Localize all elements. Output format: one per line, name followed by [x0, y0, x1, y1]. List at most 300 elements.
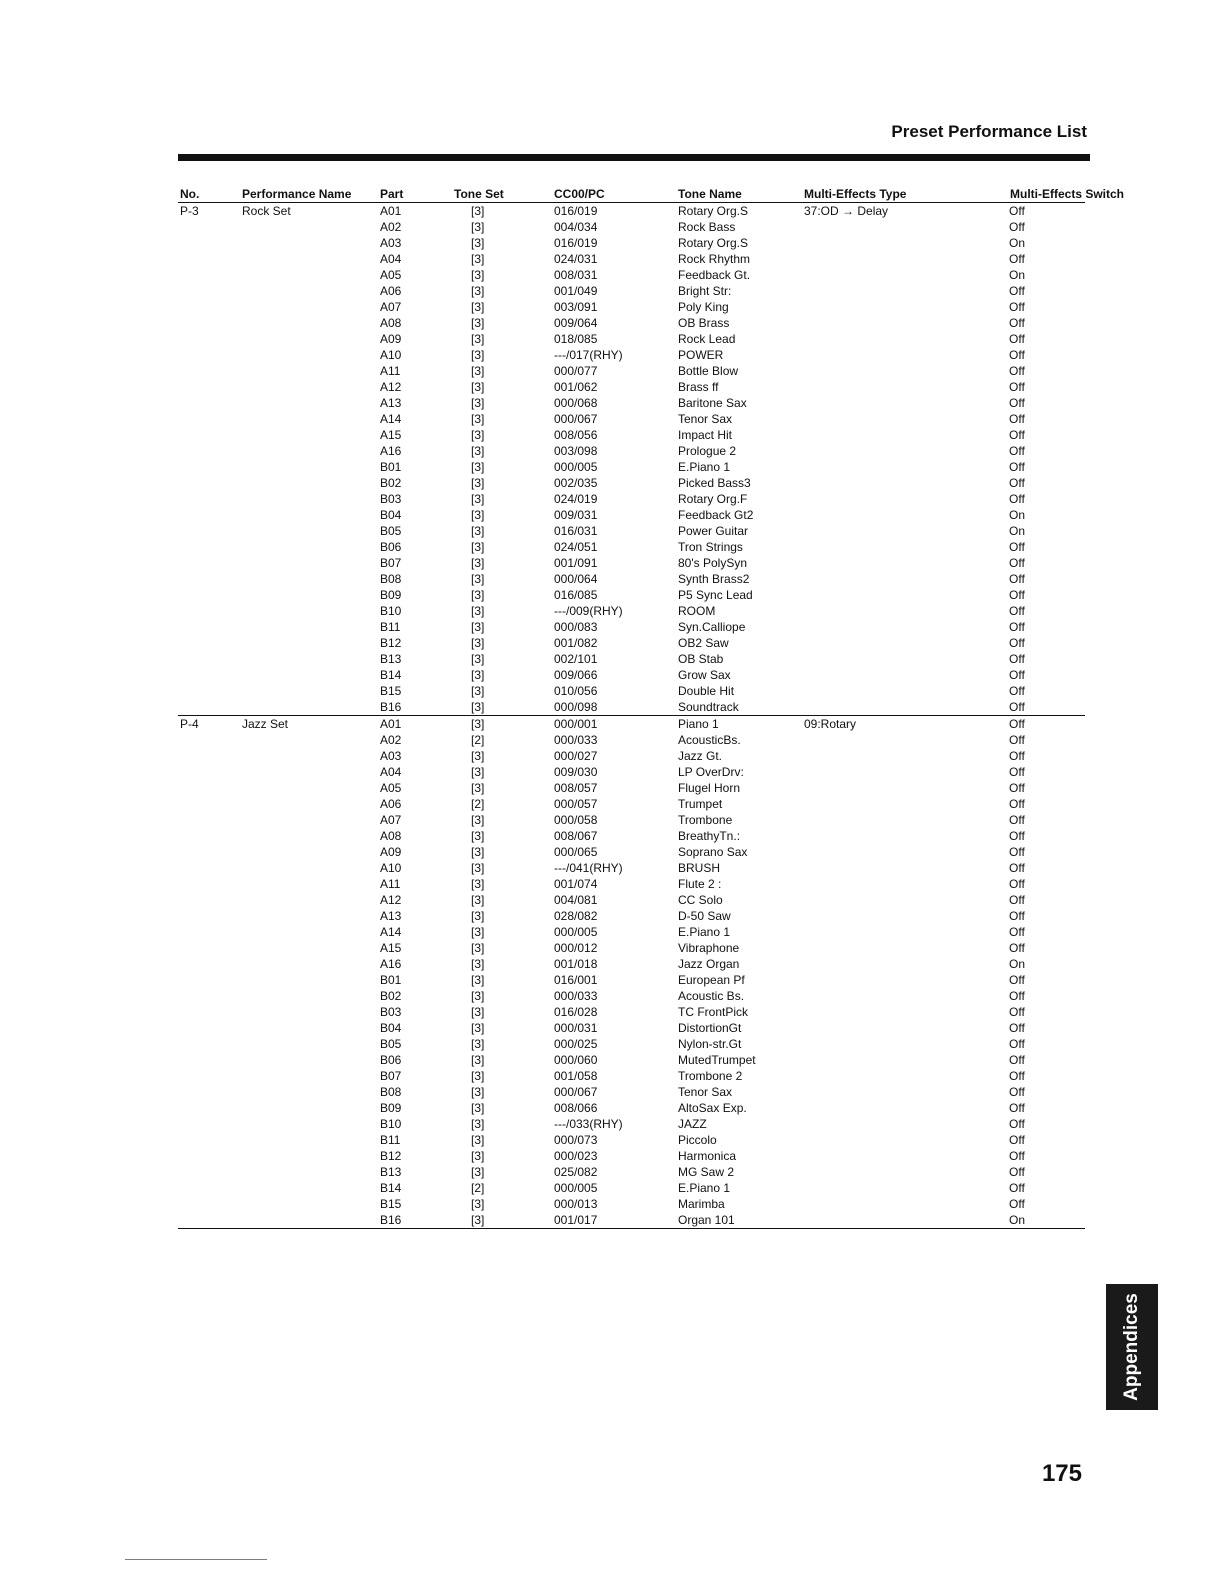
cell-multi-effects-switch: Off	[1009, 893, 1025, 907]
cell-multi-effects-switch: Off	[1009, 444, 1025, 458]
page-title: Preset Performance List	[891, 122, 1087, 141]
cell-tone-name: Flute 2 :	[678, 877, 722, 891]
cell-part: A10	[380, 861, 402, 875]
cell-tone-name: Bottle Blow	[678, 364, 739, 378]
cell-cc00-pc: 001/049	[554, 284, 598, 298]
table-row	[178, 443, 1085, 459]
col-header-tone-set: Tone Set	[454, 187, 504, 201]
table-row	[178, 1212, 1085, 1229]
page-number: 175	[1041, 1460, 1082, 1487]
cell-multi-effects-switch: On	[1009, 268, 1026, 282]
cell-cc00-pc: ---/033(RHY)	[554, 1117, 623, 1131]
cell-tone-name: LP OverDrv:	[678, 765, 744, 779]
cell-tone-name: JAZZ	[678, 1117, 707, 1131]
table-row	[178, 1004, 1085, 1020]
cell-tone-set: [3]	[471, 348, 485, 362]
cell-cc00-pc: ---/017(RHY)	[554, 348, 623, 362]
cell-multi-effects-switch: Off	[1009, 332, 1025, 346]
cell-part: A13	[380, 396, 402, 410]
cell-tone-set: [3]	[471, 1005, 485, 1019]
cell-multi-effects-switch: Off	[1009, 700, 1025, 714]
cell-part: A16	[380, 444, 402, 458]
cell-tone-set: [3]	[471, 973, 485, 987]
table-row	[178, 507, 1085, 523]
cell-part: B09	[380, 588, 402, 602]
cell-tone-set: [3]	[471, 700, 485, 714]
cell-tone-name: MG Saw 2	[678, 1165, 735, 1179]
cell-tone-set: [3]	[471, 893, 485, 907]
cell-part: B15	[380, 1197, 402, 1211]
table-row	[178, 732, 1085, 748]
cell-cc00-pc: 000/060	[554, 1053, 598, 1067]
cell-part: A11	[380, 877, 401, 891]
cell-part: A13	[380, 909, 402, 923]
table-row	[178, 1036, 1085, 1052]
cell-tone-set: [3]	[471, 813, 485, 827]
cell-cc00-pc: 003/098	[554, 444, 598, 458]
table-row	[178, 892, 1085, 908]
cell-multi-effects-switch: Off	[1009, 620, 1025, 634]
cell-multi-effects-switch: On	[1009, 508, 1026, 522]
cell-part: A11	[380, 364, 401, 378]
table-row	[178, 764, 1085, 780]
cell-part: B06	[380, 540, 402, 554]
cell-part: A01	[380, 717, 402, 731]
table-row	[178, 299, 1085, 315]
cell-tone-name: AcousticBs.	[678, 733, 741, 747]
table-row	[178, 635, 1085, 651]
table-row	[178, 716, 1085, 732]
cell-tone-set: [3]	[471, 717, 485, 731]
cell-part: B04	[380, 508, 402, 522]
cell-tone-name: CC Solo	[678, 893, 723, 907]
table-row	[178, 796, 1085, 812]
table-row	[178, 876, 1085, 892]
cell-tone-name: P5 Sync Lead	[678, 588, 753, 602]
cell-cc00-pc: 018/085	[554, 332, 598, 346]
cell-multi-effects-switch: Off	[1009, 476, 1025, 490]
cell-multi-effects-switch: On	[1009, 957, 1026, 971]
table-row	[178, 219, 1085, 235]
cell-tone-name: OB Stab	[678, 652, 724, 666]
cell-tone-set: [3]	[471, 604, 485, 618]
cell-tone-name: Syn.Calliope	[678, 620, 746, 634]
cell-tone-name: AltoSax Exp.	[678, 1101, 747, 1115]
cell-multi-effects-switch: Off	[1009, 412, 1025, 426]
cell-cc00-pc: 008/067	[554, 829, 598, 843]
cell-part: A02	[380, 733, 402, 747]
cell-cc00-pc: 000/023	[554, 1149, 598, 1163]
table-row	[178, 283, 1085, 299]
cell-multi-effects-switch: Off	[1009, 668, 1025, 682]
cell-multi-effects-switch: Off	[1009, 492, 1025, 506]
cell-tone-set: [3]	[471, 1149, 485, 1163]
cell-part: B01	[380, 973, 402, 987]
cell-multi-effects-switch: Off	[1009, 781, 1025, 795]
table-row	[178, 363, 1085, 379]
table-row	[178, 956, 1085, 972]
table-row	[178, 651, 1085, 667]
cell-multi-effects-switch: Off	[1009, 652, 1025, 666]
cell-cc00-pc: 000/098	[554, 700, 598, 714]
cell-cc00-pc: 002/035	[554, 476, 598, 490]
cell-tone-set: [3]	[471, 620, 485, 634]
cell-multi-effects-switch: Off	[1009, 396, 1025, 410]
cell-tone-set: [3]	[471, 396, 485, 410]
cell-cc00-pc: 000/077	[554, 364, 598, 378]
cell-cc00-pc: 009/064	[554, 316, 598, 330]
cell-tone-name: Jazz Gt.	[678, 749, 723, 763]
table-row	[178, 908, 1085, 924]
cell-cc00-pc: 003/091	[554, 300, 598, 314]
cell-tone-set: [3]	[471, 1069, 485, 1083]
cell-multi-effects-switch: Off	[1009, 973, 1025, 987]
cell-tone-name: DistortionGt	[678, 1021, 742, 1035]
cell-part: B11	[380, 1133, 401, 1147]
cell-part: A09	[380, 332, 402, 346]
table-row	[178, 411, 1085, 427]
cell-tone-name: Feedback Gt.	[678, 268, 751, 282]
cell-cc00-pc: 000/073	[554, 1133, 598, 1147]
title-rule	[178, 154, 1090, 161]
table-row	[178, 1116, 1085, 1132]
table-row	[178, 619, 1085, 635]
table-row	[178, 203, 1085, 219]
cell-cc00-pc: 024/051	[554, 540, 598, 554]
cell-part: A02	[380, 220, 402, 234]
cell-multi-effects-switch: Off	[1009, 1069, 1025, 1083]
cell-tone-name: E.Piano 1	[678, 925, 731, 939]
cell-tone-set: [3]	[471, 781, 485, 795]
cell-tone-name: BreathyTn.:	[678, 829, 741, 843]
cell-tone-name: OB Brass	[678, 316, 730, 330]
cell-cc00-pc: 001/017	[554, 1213, 598, 1227]
cell-multi-effects-switch: Off	[1009, 989, 1025, 1003]
cell-multi-effects-switch: On	[1009, 236, 1026, 250]
cell-cc00-pc: 009/066	[554, 668, 598, 682]
table-body	[178, 203, 1085, 1229]
cell-tone-name: Harmonica	[678, 1149, 737, 1163]
cell-tone-set: [3]	[471, 765, 485, 779]
cell-tone-name: European Pf	[678, 973, 745, 987]
col-header-multi-effects-type: Multi-Effects Type	[804, 187, 907, 201]
cell-performance-name: Jazz Set	[242, 717, 289, 731]
table-row	[178, 235, 1085, 251]
cell-cc00-pc: 000/005	[554, 1181, 598, 1195]
cell-cc00-pc: 000/057	[554, 797, 598, 811]
cell-multi-effects-switch: Off	[1009, 252, 1025, 266]
cell-tone-name: Jazz Organ	[678, 957, 740, 971]
cell-tone-name: Acoustic Bs.	[678, 989, 745, 1003]
table-row	[178, 844, 1085, 860]
cell-tone-set: [3]	[471, 1117, 485, 1131]
cell-tone-set: [3]	[471, 444, 485, 458]
cell-multi-effects-switch: Off	[1009, 540, 1025, 554]
cell-tone-set: [2]	[471, 797, 485, 811]
cell-multi-effects-switch: Off	[1009, 1181, 1025, 1195]
cell-cc00-pc: 010/056	[554, 684, 598, 698]
cell-cc00-pc: 002/101	[554, 652, 598, 666]
cell-cc00-pc: 028/082	[554, 909, 598, 923]
cell-multi-effects-switch: Off	[1009, 1005, 1025, 1019]
cell-cc00-pc: 000/064	[554, 572, 598, 586]
cell-part: A08	[380, 316, 402, 330]
cell-tone-name: TC FrontPick	[678, 1005, 749, 1019]
cell-multi-effects-switch: Off	[1009, 220, 1025, 234]
cell-tone-set: [3]	[471, 380, 485, 394]
cell-tone-name: D-50 Saw	[678, 909, 731, 923]
cell-multi-effects-switch: Off	[1009, 797, 1025, 811]
cell-part: B09	[380, 1101, 402, 1115]
col-header-cc00-pc: CC00/PC	[554, 187, 605, 201]
cell-multi-effects-switch: Off	[1009, 604, 1025, 618]
cell-multi-effects-switch: Off	[1009, 204, 1025, 218]
cell-part: A07	[380, 300, 402, 314]
table-row	[178, 347, 1085, 363]
cell-part: A14	[380, 412, 402, 426]
cell-cc00-pc: 008/031	[554, 268, 598, 282]
table-row	[178, 683, 1085, 699]
cell-part: B02	[380, 989, 402, 1003]
cell-tone-set: [3]	[471, 1037, 485, 1051]
cell-cc00-pc: 000/001	[554, 717, 598, 731]
cell-part: B04	[380, 1021, 402, 1035]
cell-cc00-pc: 016/019	[554, 204, 598, 218]
cell-tone-set: [3]	[471, 300, 485, 314]
cell-tone-set: [3]	[471, 1021, 485, 1035]
cell-multi-effects-switch: Off	[1009, 316, 1025, 330]
table-header	[178, 186, 1125, 203]
cell-tone-set: [3]	[471, 829, 485, 843]
cell-cc00-pc: 000/005	[554, 460, 598, 474]
cell-tone-set: [3]	[471, 364, 485, 378]
table-row	[178, 1180, 1085, 1196]
cell-multi-effects-switch: Off	[1009, 1133, 1025, 1147]
cell-tone-set: [3]	[471, 524, 485, 538]
cell-tone-set: [3]	[471, 1165, 485, 1179]
cell-part: B07	[380, 556, 402, 570]
cell-tone-name: Nylon-str.Gt	[678, 1037, 742, 1051]
cell-cc00-pc: 004/081	[554, 893, 598, 907]
cell-tone-name: Double Hit	[678, 684, 735, 698]
table-row	[178, 1148, 1085, 1164]
cell-cc00-pc: 016/028	[554, 1005, 598, 1019]
cell-part: A03	[380, 749, 402, 763]
cell-cc00-pc: 009/030	[554, 765, 598, 779]
cell-part: A04	[380, 765, 402, 779]
cell-no: P-3	[180, 204, 199, 218]
cell-tone-set: [3]	[471, 941, 485, 955]
cell-multi-effects-switch: Off	[1009, 733, 1025, 747]
cell-part: A10	[380, 348, 402, 362]
cell-part: B16	[380, 700, 402, 714]
cell-tone-set: [3]	[471, 636, 485, 650]
cell-tone-set: [3]	[471, 861, 485, 875]
cell-part: B03	[380, 1005, 402, 1019]
cell-cc00-pc: 024/031	[554, 252, 598, 266]
cell-cc00-pc: 001/058	[554, 1069, 598, 1083]
cell-tone-name: Brass ff	[678, 380, 719, 394]
cell-multi-effects-switch: Off	[1009, 588, 1025, 602]
cell-part: A01	[380, 204, 402, 218]
cell-tone-set: [3]	[471, 925, 485, 939]
cell-multi-effects-switch: Off	[1009, 684, 1025, 698]
table-row	[178, 940, 1085, 956]
cell-tone-set: [3]	[471, 652, 485, 666]
appendices-tab-label: Appendices	[1121, 1293, 1142, 1401]
cell-cc00-pc: 008/056	[554, 428, 598, 442]
cell-tone-set: [3]	[471, 572, 485, 586]
appendices-tab	[1106, 1284, 1158, 1410]
cell-tone-name: Poly King	[678, 300, 729, 314]
cell-part: B12	[380, 1149, 402, 1163]
cell-part: A15	[380, 428, 402, 442]
cell-tone-set: [3]	[471, 428, 485, 442]
cell-cc00-pc: 008/057	[554, 781, 598, 795]
table-row	[178, 427, 1085, 443]
table-row	[178, 251, 1085, 267]
cell-part: B12	[380, 636, 402, 650]
col-header-no: No.	[180, 187, 200, 201]
cell-tone-name: OB2 Saw	[678, 636, 729, 650]
cell-tone-name: Rock Bass	[678, 220, 736, 234]
table-row	[178, 1020, 1085, 1036]
cell-tone-set: [3]	[471, 989, 485, 1003]
cell-part: A06	[380, 284, 402, 298]
cell-tone-set: [3]	[471, 460, 485, 474]
cell-tone-set: [3]	[471, 668, 485, 682]
table-row	[178, 1100, 1085, 1116]
cell-multi-effects-switch: Off	[1009, 1085, 1025, 1099]
cell-cc00-pc: 024/019	[554, 492, 598, 506]
cell-multi-effects-switch: Off	[1009, 300, 1025, 314]
cell-part: A03	[380, 236, 402, 250]
table-row	[178, 924, 1085, 940]
table-row	[178, 555, 1085, 571]
cell-part: B11	[380, 620, 401, 634]
cell-multi-effects-switch: Off	[1009, 572, 1025, 586]
col-header-tone-name: Tone Name	[678, 187, 742, 201]
cell-part: A06	[380, 797, 402, 811]
cell-tone-set: [3]	[471, 236, 485, 250]
cell-tone-name: Soundtrack	[678, 700, 739, 714]
cell-tone-set: [3]	[471, 412, 485, 426]
table-row	[178, 587, 1085, 603]
cell-tone-name: Picked Bass3	[678, 476, 751, 490]
table-row	[178, 667, 1085, 683]
cell-cc00-pc: 000/083	[554, 620, 598, 634]
cell-tone-set: [3]	[471, 845, 485, 859]
cell-tone-name: Impact Hit	[678, 428, 733, 442]
cell-part: B08	[380, 572, 402, 586]
table-row	[178, 1164, 1085, 1180]
cell-cc00-pc: 000/065	[554, 845, 598, 859]
cell-cc00-pc: 000/067	[554, 412, 598, 426]
col-header-multi-effects-switch: Multi-Effects Switch	[1010, 187, 1125, 201]
cell-tone-name: Flugel Horn	[678, 781, 741, 795]
cell-tone-set: [3]	[471, 1213, 485, 1227]
cell-no: P-4	[180, 717, 199, 731]
cell-multi-effects-switch: Off	[1009, 460, 1025, 474]
table-row	[178, 331, 1085, 347]
cell-tone-name: Power Guitar	[678, 524, 749, 538]
cell-tone-set: [3]	[471, 877, 485, 891]
cell-tone-set: [3]	[471, 476, 485, 490]
table-row	[178, 1132, 1085, 1148]
cell-part: B13	[380, 1165, 402, 1179]
cell-tone-name: Feedback Gt2	[678, 508, 754, 522]
cell-multi-effects-switch: Off	[1009, 765, 1025, 779]
table-row	[178, 379, 1085, 395]
cell-tone-set: [3]	[471, 332, 485, 346]
cell-tone-set: [3]	[471, 284, 485, 298]
cell-cc00-pc: ---/041(RHY)	[554, 861, 623, 875]
cell-multi-effects-switch: Off	[1009, 428, 1025, 442]
preset-performance-table	[178, 186, 1125, 1229]
cell-tone-name: Tenor Sax	[678, 412, 733, 426]
cell-part: A12	[380, 893, 402, 907]
cell-multi-effects-switch: Off	[1009, 1117, 1025, 1131]
cell-cc00-pc: 001/082	[554, 636, 598, 650]
cell-multi-effects-switch: Off	[1009, 909, 1025, 923]
cell-cc00-pc: 016/031	[554, 524, 598, 538]
cell-tone-name: BRUSH	[678, 861, 721, 875]
cell-part: B07	[380, 1069, 402, 1083]
cell-tone-name: Synth Brass2	[678, 572, 750, 586]
cell-cc00-pc: 016/001	[554, 973, 598, 987]
cell-tone-set: [3]	[471, 1101, 485, 1115]
cell-cc00-pc: 004/034	[554, 220, 598, 234]
cell-multi-effects-switch: Off	[1009, 380, 1025, 394]
cell-cc00-pc: 000/025	[554, 1037, 598, 1051]
cell-part: B16	[380, 1213, 402, 1227]
cell-tone-name: POWER	[678, 348, 724, 362]
cell-part: B10	[380, 1117, 402, 1131]
cell-part: B02	[380, 476, 402, 490]
cell-multi-effects-switch: Off	[1009, 1053, 1025, 1067]
cell-tone-name: Organ 101	[678, 1213, 735, 1227]
cell-multi-effects-switch: Off	[1009, 364, 1025, 378]
cell-tone-name: Prologue 2	[678, 444, 737, 458]
cell-tone-name: Baritone Sax	[678, 396, 747, 410]
cell-cc00-pc: 001/018	[554, 957, 598, 971]
cell-tone-name: Rotary Org.F	[678, 492, 748, 506]
cell-part: A09	[380, 845, 402, 859]
cell-tone-name: Grow Sax	[678, 668, 731, 682]
cell-multi-effects-switch: Off	[1009, 1021, 1025, 1035]
cell-tone-set: [3]	[471, 957, 485, 971]
cell-part: B10	[380, 604, 402, 618]
cell-tone-set: [3]	[471, 268, 485, 282]
cell-tone-name: ROOM	[678, 604, 716, 618]
cell-tone-set: [3]	[471, 1133, 485, 1147]
cell-tone-name: Trombone	[678, 813, 733, 827]
cell-tone-name: Soprano Sax	[678, 845, 748, 859]
cell-cc00-pc: 016/019	[554, 236, 598, 250]
cell-tone-name: Tron Strings	[678, 540, 743, 554]
table-row	[178, 1052, 1085, 1068]
cell-tone-name: MutedTrumpet	[678, 1053, 756, 1067]
cell-multi-effects-switch: Off	[1009, 556, 1025, 570]
cell-tone-name: Marimba	[678, 1197, 725, 1211]
cell-tone-name: Bright Str:	[678, 284, 732, 298]
cell-multi-effects-switch: Off	[1009, 636, 1025, 650]
table-row	[178, 860, 1085, 876]
table-row	[178, 812, 1085, 828]
cell-tone-set: [3]	[471, 588, 485, 602]
cell-tone-name: Rotary Org.S	[678, 236, 749, 250]
table-row	[178, 988, 1085, 1004]
